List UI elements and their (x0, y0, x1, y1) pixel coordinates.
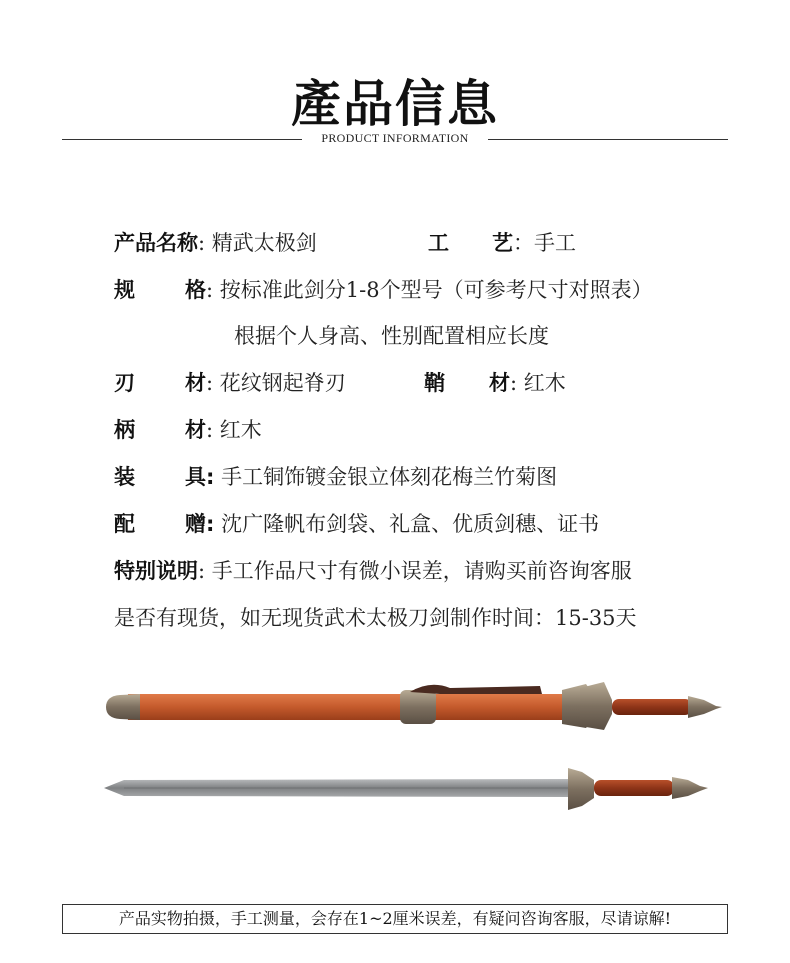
sword-illustration (100, 680, 730, 820)
spec-accessories-label-b: 赠 (185, 512, 206, 536)
page-title: 產品信息 (291, 74, 499, 133)
spec-row-size-2 (234, 322, 549, 350)
spec-row-fittings (114, 463, 135, 491)
spec-scabbard-label-b: 材 (489, 371, 510, 395)
spec-fittings-value: 手工铜饰镀金银立体刻花梅兰竹菊图 (221, 465, 558, 489)
guard (580, 682, 612, 730)
spec-handle-value: 红木 (219, 418, 262, 442)
page-subtitle: PRODUCT INFORMATION (321, 131, 469, 145)
spec-scabbard-value: 红木 (523, 371, 566, 395)
spec-row-scabbard (424, 369, 445, 397)
spec-row-size-b: 格: 按标准此剑分1-8个型号（可参考尺寸对照表） (185, 278, 653, 302)
spec-row-name: 产品名称: 精武太极剑 (114, 231, 317, 255)
subtitle-row (62, 131, 728, 149)
divider-right (488, 139, 728, 140)
spec-name-label: 产品名称 (114, 231, 198, 255)
spec-row-craft-b: 艺：手工 (492, 231, 576, 255)
spec-blade-label-a: 刃 (114, 371, 135, 395)
spec-row-scabbard-b: 材: 红木 (489, 371, 566, 395)
spec-handle-label-a: 柄 (114, 418, 135, 442)
spec-row-accessories (114, 510, 135, 538)
spec-blade-label-b: 材 (185, 371, 206, 395)
unsheathed-sword (104, 768, 708, 810)
spec-craft-label-b: 艺 (492, 231, 513, 255)
pommel (688, 696, 722, 718)
spec-note-value-line1: 手工作品尺寸有微小误差，请购买前咨询客服 (211, 559, 632, 583)
spec-row-fittings-b: 具: 手工铜饰镀金银立体刻花梅兰竹菊图 (185, 465, 558, 489)
pommel-2 (672, 777, 708, 799)
spec-row-blade-b: 材: 花纹钢起脊刃 (185, 371, 346, 395)
spec-row-blade (114, 369, 135, 397)
scabbard-middle-fitting (400, 690, 436, 724)
spec-size-label-b: 格 (185, 278, 206, 302)
spec-note-label: 特别说明 (114, 559, 198, 583)
spec-row-note: 特别说明: 手工作品尺寸有微小误差，请购买前咨询客服 (114, 559, 632, 583)
spec-note-value-line2: 是否有现货，如无现货武术太极刀剑制作时间：15-35天 (114, 606, 637, 630)
spec-row-accessories-b: 赠: 沈广隆帆布剑袋、礼盒、优质剑穗、证书 (185, 512, 600, 536)
spec-fittings-label-b: 具 (185, 465, 206, 489)
scabbard-body (128, 694, 576, 720)
sword-tassel-cord (410, 685, 542, 694)
spec-size-label-a: 规 (114, 278, 135, 302)
spec-scabbard-label-a: 鞘 (424, 371, 445, 395)
handle-2 (594, 780, 674, 796)
spec-handle-label-b: 材 (185, 418, 206, 442)
spec-row-note-2 (114, 604, 637, 632)
spec-craft-value: 手工 (534, 231, 576, 255)
disclaimer-box (62, 904, 728, 934)
spec-row-handle-b: 材: 红木 (185, 418, 262, 442)
spec-row-craft (428, 229, 449, 257)
sword-in-scabbard (106, 682, 722, 730)
spec-size-value-line2: 根据个人身高、性别配置相应长度 (234, 324, 549, 348)
spec-accessories-value: 沈广隆帆布剑袋、礼盒、优质剑穗、证书 (221, 512, 600, 536)
handle (612, 699, 692, 715)
disclaimer-text: 产品实物拍摄，手工测量，会存在1~2厘米误差，有疑问咨询客服，尽请谅解! (118, 909, 672, 928)
spec-fittings-label-a: 装 (114, 465, 135, 489)
spec-name-value: 精武太极剑 (211, 231, 317, 255)
spec-accessories-label-a: 配 (114, 512, 135, 536)
spec-craft-label-a: 工 (428, 231, 449, 255)
scabbard-tip-fitting (106, 694, 140, 720)
spec-row-size (114, 276, 135, 304)
guard-2 (568, 768, 594, 810)
spec-size-value-line1: 按标准此剑分1-8个型号（可参考尺寸对照表） (219, 278, 653, 302)
spec-blade-value: 花纹钢起脊刃 (219, 371, 346, 395)
spec-row-handle (114, 416, 135, 444)
